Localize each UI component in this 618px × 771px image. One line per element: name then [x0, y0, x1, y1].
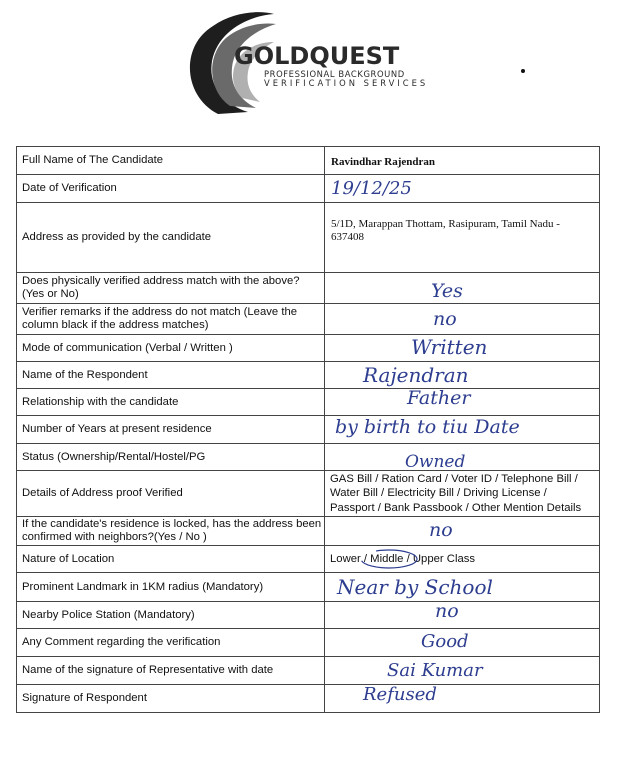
field-label: Prominent Landmark in 1KM radius (Mandatory) [17, 573, 325, 602]
field-label: Date of Verification [17, 175, 325, 203]
brand-name: GOLDQUEST [234, 42, 400, 70]
form-row [17, 546, 600, 573]
goldquest-logo [178, 6, 448, 118]
field-label: Address as provided by the candidate [17, 203, 325, 273]
field-label: Details of Address proof Verified [17, 471, 325, 517]
respondent-name-value: Rajendran [363, 363, 469, 387]
field-label: Does physically verified address match with the above? (Yes or No) [17, 273, 325, 304]
field-value [325, 273, 600, 304]
field-value [325, 471, 600, 517]
comment-value: Good [421, 631, 469, 652]
field-label: Nature of Location [17, 546, 325, 573]
form-row [17, 657, 600, 685]
field-value [325, 147, 600, 175]
form-row [17, 517, 600, 546]
landmark-value: Near by School [337, 575, 493, 599]
field-value [325, 362, 600, 389]
form-row [17, 444, 600, 471]
form-row [17, 389, 600, 416]
field-value [325, 685, 600, 713]
address-match-value: Yes [431, 280, 463, 302]
form-row [17, 471, 600, 517]
residence-status-value: Owned [405, 452, 466, 472]
field-label: Status (Ownership/Rental/Hostel/PG [17, 444, 325, 471]
location-class-options: Lower / Middle / Upper Class [330, 552, 476, 565]
field-value [325, 203, 600, 273]
relationship-value: Father [407, 387, 471, 409]
field-value [325, 602, 600, 629]
field-value [325, 389, 600, 416]
respondent-signature-value: Refused [363, 684, 437, 705]
verifier-remarks-value: no [433, 308, 457, 330]
police-station-value: no [435, 600, 459, 622]
representative-signature-value: Sai Kumar [387, 660, 483, 681]
form-row [17, 629, 600, 657]
field-label: Number of Years at present residence [17, 416, 325, 444]
field-label: Full Name of The Candidate [17, 147, 325, 175]
field-value [325, 573, 600, 602]
stray-dot [521, 69, 525, 73]
field-label: Signature of Respondent [17, 685, 325, 713]
field-value [325, 444, 600, 471]
years-at-residence-value: by birth to tiu Date [335, 416, 520, 438]
form-row [17, 573, 600, 602]
field-label: If the candidate's residence is locked, has the address been confirmed with neighbors?(Yes / No ) [17, 517, 325, 546]
field-value [325, 335, 600, 362]
field-label: Nearby Police Station (Mandatory) [17, 602, 325, 629]
field-label: Mode of communication (Verbal / Written ) [17, 335, 325, 362]
form-row [17, 416, 600, 444]
field-value [325, 175, 600, 203]
tagline-line1: PROFESSIONAL BACKGROUND [264, 69, 405, 79]
address-proof-options: GAS Bill / Ration Card / Voter ID / Telephone Bill / Water Bill / Electricity Bill / Driving License / Passport / Bank Passbook / Other Mention Details [330, 472, 582, 514]
field-value [325, 657, 600, 685]
neighbor-confirmation-value: no [429, 519, 453, 541]
form-row [17, 175, 600, 203]
form-row [17, 273, 600, 304]
verification-date-value: 19/12/25 [331, 178, 412, 199]
middle-class-circle-mark [325, 546, 485, 573]
address-value: 5/1D, Marappan Thottam, Rasipuram, Tamil Nadu - 637408 [331, 217, 560, 243]
field-label: Relationship with the candidate [17, 389, 325, 416]
form-row [17, 147, 600, 175]
field-value [325, 517, 600, 546]
form-row [17, 304, 600, 335]
form-row [17, 362, 600, 389]
candidate-name-value: Ravindhar Rajendran [331, 156, 436, 168]
field-value [325, 416, 600, 444]
field-value [325, 304, 600, 335]
form-row [17, 602, 600, 629]
tagline-line2: VERIFICATION SERVICES [264, 78, 429, 88]
field-label: Name of the Respondent [17, 362, 325, 389]
form-row [17, 203, 600, 273]
field-value [325, 546, 600, 573]
field-label: Name of the signature of Representative with date [17, 657, 325, 685]
verification-form [16, 146, 600, 713]
communication-mode-value: Written [411, 335, 488, 359]
form-row [17, 685, 600, 713]
form-row [17, 335, 600, 362]
field-label: Verifier remarks if the address do not match (Leave the column black if the address matches) [17, 304, 325, 335]
field-label: Any Comment regarding the verification [17, 629, 325, 657]
field-value [325, 629, 600, 657]
